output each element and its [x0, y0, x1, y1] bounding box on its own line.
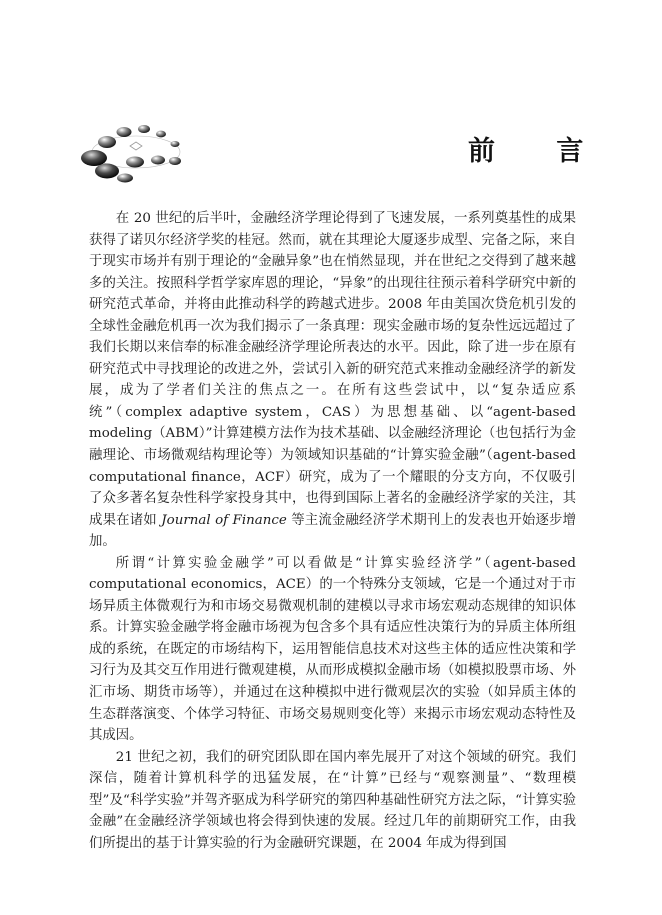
paragraph: 所谓“计算实验金融学”可以看做是“计算实验经济学”（agent-based computational economics，ACE）的一个特殊分支领域，它是一个通过对于市场异质主体微观行为和市场交易微观机制的建模以寻求市场宏观动态规律的知识体系。计算实验金融学将金融市场视为包含多个具有适应性决策行为的异质主体所组成的系统，在既定的市场结构下，运用智能信息技术对这些主体的适应性决策和学习行为及其交互作用进行微观建模，从而形成模拟金融市场（如模拟股票市场、外汇市场、期货市场等），并通过在这种模拟中进行微观层次的实验（如异质主体的生态群落演变、个体学习特征、市场交易规则变化等）来揭示市场宏观动态特性及其成因。 [89, 555, 576, 744]
paragraph-text: 在 20 世纪的后半叶，金融经济学理论得到了飞速发展，一系列奠基性的成果获得了诺贝尔经济学奖的桂冠。然而，就在其理论大厦逐步成型、完备之际，来自于现实市场并有别于理论的“金融异象”也在悄然显现，并在世纪之交得到了越来越多的关注。按照科学哲学家库恩的理论，“异象”的出现往往预示着科学研究中新的研究范式革命，并将由此推动科学的跨越式进步。2008 年由美国次贷危机引发的全球性金融危机再一次为我们揭示了一条真理：现实金融市场的复杂性远远超过了我们长期以来信奉的标准金融经济学理论所表达的水平。因此，除了进一步在原有研究范式中寻找理论的改进之外，尝试引入新的研究范式来推动金融经济学的新发展，成为了学者们关注的焦点之一。在所有这些尝试中，以“复杂适应系统”（complex adaptive system，CAS）为思想基础、以“agent-based modeling（ABM）”计算建模方法作为技术基础、以金融经济理论（也包括行为金融理论、市场微观结构理论等）为领域知识基础的“计算实验金融”（agent-based computational finance，ACF）研究，成为了一个耀眼的分支方向，不仅吸引了众多著名复杂性科学家投身其中，也得到国际上著名的金融经济学家的关注，其成果在诸如 [89, 211, 576, 528]
journal-name: Journal of Finance [161, 512, 287, 528]
paragraph: 21 世纪之初，我们的研究团队即在国内率先展开了对这个领域的研究。我们深信，随着计算机科学的迅猛发展，在“计算”已经与“观察测量”、“数理模型”及“科学实验”并驾齐驱成为科学研究的第四种基础性研究方法之际，“计算实验金融”在金融经济学领域也将会得到快速的发展。经过几年的前期研究工作，由我们所提出的基于计算实验的行为金融研究课题，在 2004 年成为得到国 [89, 749, 576, 851]
paragraph [89, 208, 576, 553]
decorative-ornament-icon [80, 116, 192, 186]
page-title: 前 言 [468, 136, 610, 167]
paragraph-text: 等主流金融经济学术期刊上的发表也开始逐步增加。 [89, 512, 576, 550]
body-text [89, 208, 576, 854]
